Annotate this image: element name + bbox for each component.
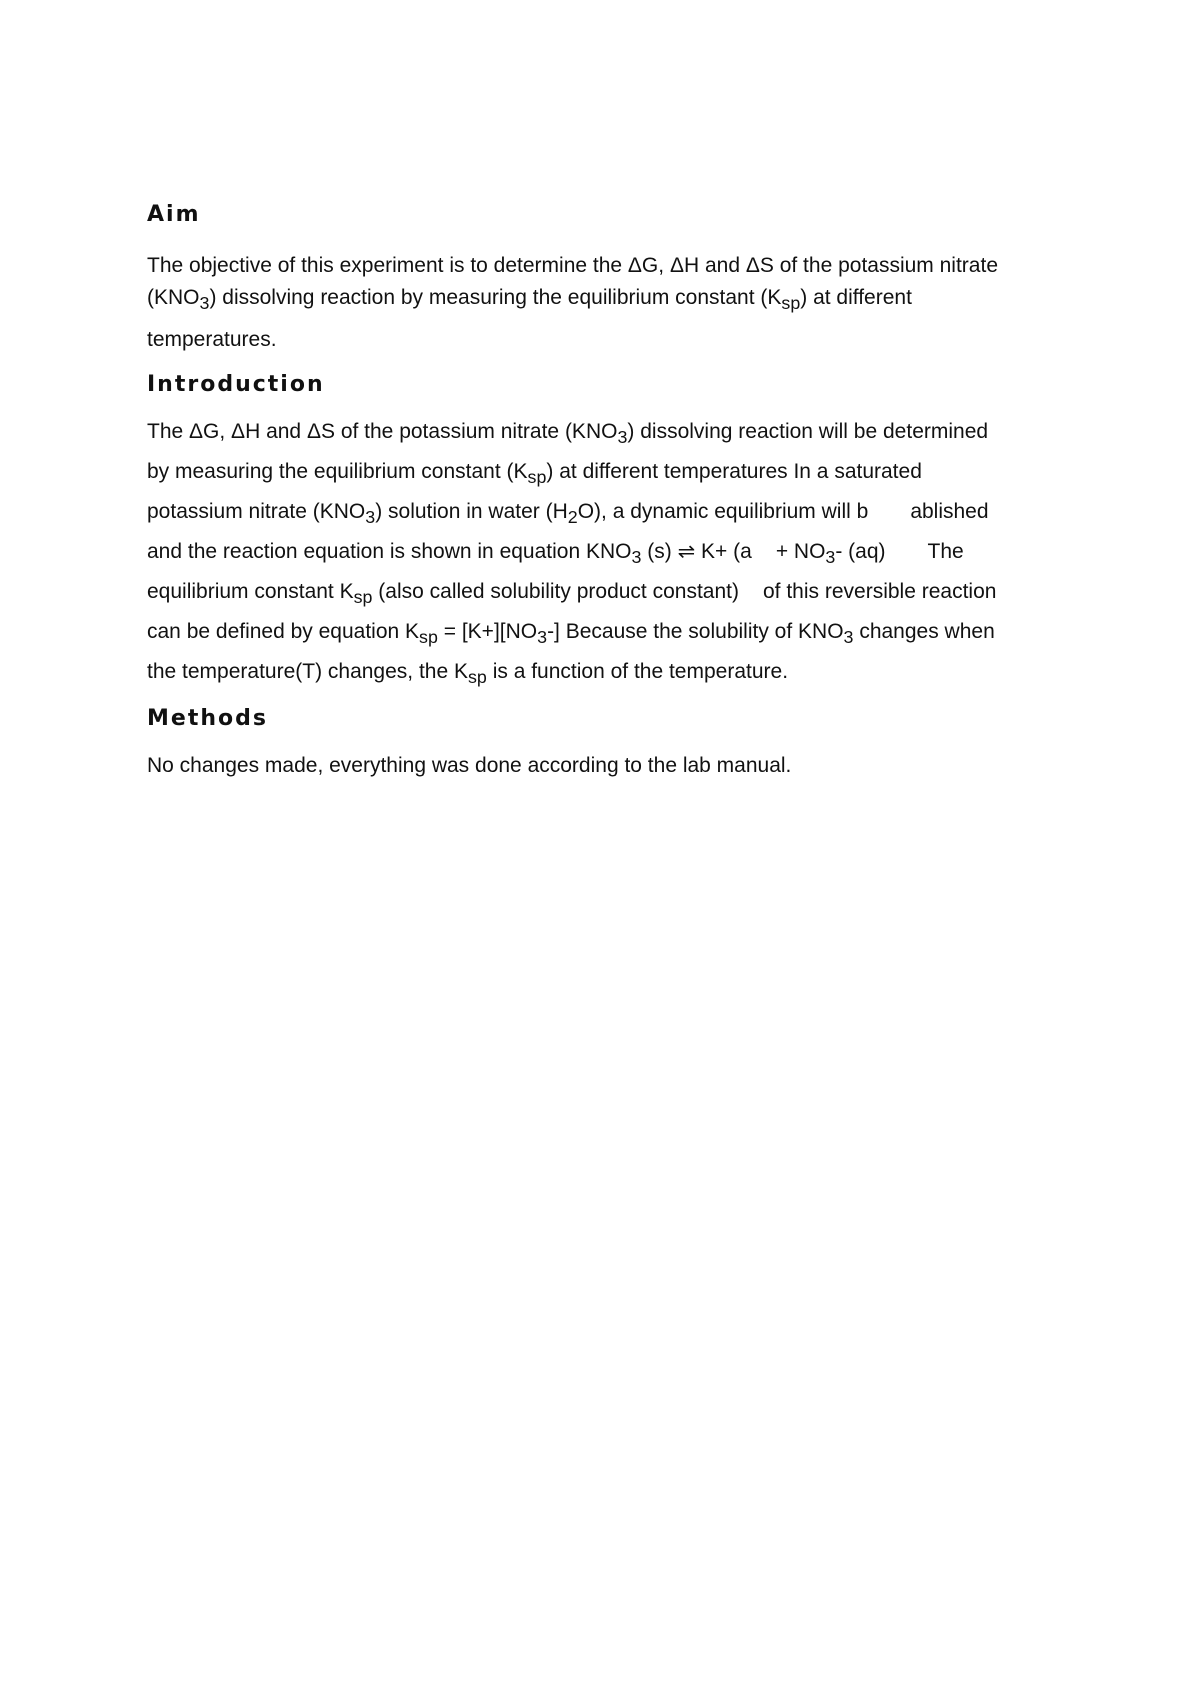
text-run: (also called solubility product constant) <box>372 580 739 603</box>
text-run: ) solution in water (H <box>375 500 568 523</box>
text-line <box>147 746 1067 786</box>
text-run: ablished <box>910 500 989 523</box>
text-run: by measuring the equilibrium constant (K <box>147 460 528 483</box>
subscript: 3 <box>843 627 854 648</box>
document-body <box>147 200 1067 786</box>
methods-section <box>147 704 1067 786</box>
text-run: (KNO <box>147 286 200 309</box>
text-run: can be defined by equation K <box>147 620 420 643</box>
text-run: O), a dynamic equilibrium will b <box>577 500 869 523</box>
subscript: 3 <box>199 293 210 314</box>
text-line <box>147 532 1067 572</box>
text-run: changes when <box>853 620 995 643</box>
text-run: and the reaction equation is shown in equation KNO <box>147 540 632 563</box>
text-run: The ΔG, ΔH and ΔS of the potassium nitrate (KNO <box>147 420 618 443</box>
text-line <box>147 412 1067 452</box>
subscript: sp <box>419 627 438 648</box>
text-run: -] Because the solubility of KNO <box>547 620 844 643</box>
subscript: 3 <box>537 627 548 648</box>
text-line <box>147 492 1067 532</box>
text-run: No changes made, everything was done according to the lab manual. <box>147 754 792 777</box>
text-run: (s) ⇌ K+ (a <box>641 540 752 563</box>
text-run: = [K+][NO <box>437 620 538 643</box>
aim-heading: Aim <box>147 202 201 227</box>
introduction-paragraph <box>147 412 1067 692</box>
subscript: sp <box>527 467 547 488</box>
text-run: of this reversible reaction <box>762 580 997 603</box>
text-run: is a function of the temperature. <box>486 660 789 683</box>
text-line <box>147 282 1067 314</box>
subscript: 3 <box>617 427 628 448</box>
text-run: temperatures. <box>147 328 277 351</box>
subscript: sp <box>353 587 373 608</box>
text-run: the temperature(T) changes, the K <box>147 660 468 683</box>
subscript: 3 <box>825 547 836 568</box>
text-line <box>147 652 1067 692</box>
subscript: sp <box>468 667 487 688</box>
text-run: ) at different <box>800 286 912 309</box>
text-line <box>147 250 1067 282</box>
text-run: - (aq) <box>835 540 886 563</box>
text-run: ) dissolving reaction will be determined <box>627 420 989 443</box>
text-line <box>147 452 1067 492</box>
text-run: The <box>927 540 964 563</box>
introduction-heading: Introduction <box>147 372 325 397</box>
text-run: ) dissolving reaction by measuring the equilibrium constant (K <box>209 286 782 309</box>
subscript: 2 <box>567 507 578 528</box>
subscript: 3 <box>631 547 642 568</box>
text-line <box>147 612 1067 652</box>
text-line <box>147 572 1067 612</box>
text-run: + NO <box>775 540 826 563</box>
text-line <box>147 320 1067 360</box>
aim-section <box>147 200 1067 360</box>
introduction-section <box>147 370 1067 692</box>
methods-heading: Methods <box>147 706 268 731</box>
methods-paragraph <box>147 746 1067 786</box>
text-run: The objective of this experiment is to determine the ΔG, ΔH and ΔS of the potassium nitrate <box>147 254 998 277</box>
text-run: equilibrium constant K <box>147 580 354 603</box>
aim-paragraph <box>147 250 1067 360</box>
text-run: potassium nitrate (KNO <box>147 500 366 523</box>
text-run: ) at different temperatures In a saturated <box>546 460 922 483</box>
subscript: 3 <box>365 507 376 528</box>
subscript: sp <box>781 293 801 314</box>
